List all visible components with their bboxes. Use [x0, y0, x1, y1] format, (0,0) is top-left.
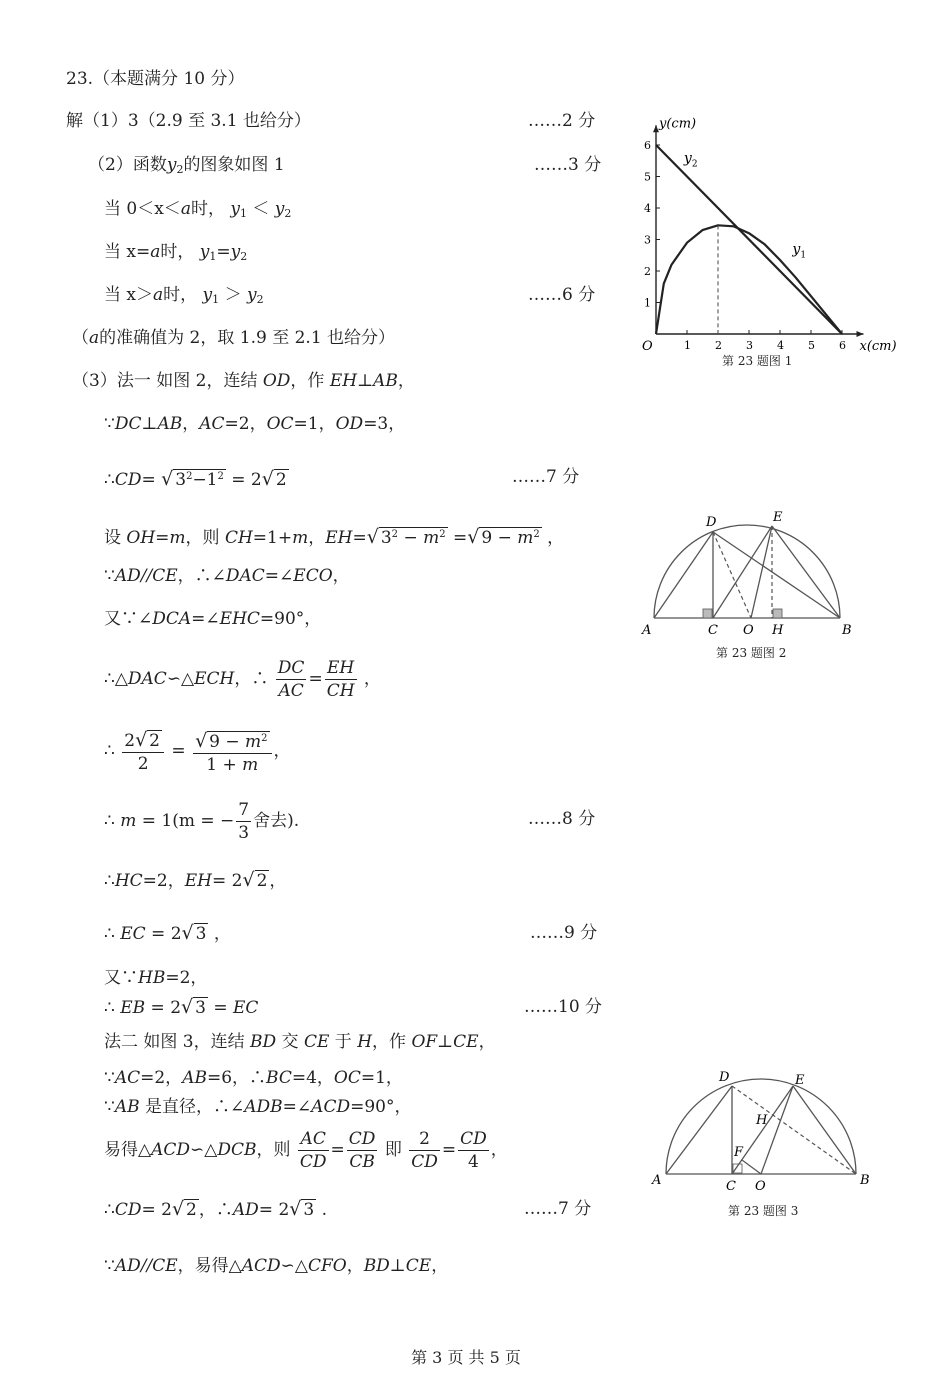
figure-2-caption: 第 23 题图 2 — [716, 646, 787, 660]
series-y2-label-sub: 2 — [691, 159, 698, 170]
point-h-label: H — [756, 1113, 768, 1128]
method1-intro: （3）法一 如图 2，连结 OD，作 EH⊥AB， — [72, 371, 415, 391]
segment-eo — [761, 1086, 793, 1174]
segment-db — [732, 1086, 856, 1174]
point-b-label: B — [842, 623, 852, 636]
point-h-label: H — [772, 623, 784, 636]
part1-text: 解（1）3（2.9 至 3.1 也给分） — [66, 111, 311, 131]
point-e-label: E — [773, 510, 783, 525]
point-a-label: A — [642, 623, 652, 636]
method2-similar: 易得△ACD∽△DCB，则 $\frac{AC}{CD}$ = $\frac{CD}{CB}$ 即 $\frac{2}{CD}$ = $\frac{CD}{4}$ ， — [104, 1129, 508, 1172]
method1-given: ∵DC⊥AB，AC=2，OC=1，OD=3， — [104, 414, 406, 434]
y-tick-label-2: 2 — [644, 265, 651, 278]
method2-result-score: ……7 分 — [524, 1199, 592, 1219]
point-b-label: B — [860, 1173, 870, 1188]
y-tick-label-6: 6 — [644, 139, 651, 152]
point-e-label: E — [795, 1073, 805, 1088]
method1-similar: ∴△DAC∽△ECH，∴ $\frac{DC}{AC}$ = $\frac{EH}{CH}$ ， — [104, 658, 381, 701]
figure-3 — [646, 1066, 886, 1196]
semicircle-arc — [654, 525, 840, 618]
point-o-label: O — [743, 623, 754, 636]
series-y2-line — [656, 145, 842, 334]
point-f-label: F — [734, 1145, 744, 1160]
segment-of — [742, 1160, 761, 1174]
method1-hc: ∴HC=2，EH= 2√ 2 ， — [104, 869, 287, 891]
part1-score: ……2 分 — [528, 111, 596, 131]
segment-eb — [772, 526, 840, 618]
case-1: 当 0＜x＜a时， $y_1 < y_2$ — [104, 199, 292, 220]
y-tick-label-3: 3 — [644, 233, 651, 247]
segment-ad — [666, 1086, 732, 1174]
origin-label: O — [642, 339, 653, 354]
method1-cd: ∴CD= √ $3^2-1^2 = 2√$ 2 — [104, 468, 287, 490]
y-axis-label: y(cm) — [659, 116, 697, 132]
point-d-label: D — [706, 515, 717, 530]
method2-diameter: ∵AB 是直径，∴∠ADB=∠ACD=90°， — [104, 1097, 412, 1117]
part2-score: ……3 分 — [534, 155, 602, 175]
method1-ratio: ∴ $\frac{2√ 2}{2}$ = $\frac{√ 9 - m^2}{1 + m}$ ， — [104, 728, 291, 775]
segment-ce — [732, 1086, 793, 1174]
series-y1-label-sub: 1 — [800, 250, 807, 261]
series-y1-curve — [656, 225, 842, 334]
method2-result: ∴CD= 2√ 2 ，∴AD= 2√ 3 . — [104, 1198, 328, 1220]
x-tick-label-4: 4 — [777, 339, 784, 352]
method1-eb: ∴ EB = 2√ 3 = EC — [104, 996, 259, 1018]
part2-lead: （2）函数$y_2$的图象如图 1 — [88, 155, 285, 176]
right-angle-h — [773, 609, 782, 618]
point-c-label: C — [708, 623, 718, 636]
method1-m-score: ……8 分 — [528, 809, 596, 829]
x-axis-label: x(cm) — [859, 339, 897, 354]
series-y2-label: y — [683, 150, 692, 167]
point-d-label: D — [719, 1070, 730, 1085]
note-a: （a的准确值为 2，取 1.9 至 2.1 也给分） — [72, 328, 396, 348]
method1-set: 设 OH=m，则 CH=1+m，EH=√ $3^2 - m^2$ =√ $9 - m^2$ ， — [104, 526, 565, 548]
x-tick-label-1: 1 — [684, 339, 691, 352]
segment-ad — [654, 532, 713, 618]
method2-last: ∵AD//CE，易得△ACD∽△CFO，BD⊥CE， — [104, 1256, 449, 1276]
figure-1-chart — [630, 108, 900, 358]
figure-1-caption: 第 23 题图 1 — [722, 354, 793, 368]
case-3-score: ……6 分 — [528, 285, 596, 305]
figure-2 — [636, 506, 866, 636]
segment-eb — [793, 1086, 856, 1174]
segment-db — [713, 532, 840, 618]
method1-ec: ∴ EC = 2√ 3 ， — [104, 922, 231, 944]
method1-ec-score: ……9 分 — [530, 923, 598, 943]
x-axis-arrow — [857, 331, 864, 337]
x-tick-label-6: 6 — [839, 339, 846, 352]
method1-parallel: ∵AD//CE，∴∠DAC=∠ECO， — [104, 566, 350, 586]
series-y1-label: y — [792, 241, 801, 258]
method1-cd-score: ……7 分 — [512, 467, 580, 487]
segment-eo — [751, 526, 772, 618]
x-tick-label-2: 2 — [715, 339, 722, 352]
case-3: 当 x＞a时， $y_1 > y_2$ — [104, 285, 264, 306]
method1-m: ∴ m = 1(m = − $\frac{7}{3}$ 舍去). — [104, 800, 300, 843]
figure-3-caption: 第 23 题图 3 — [728, 1204, 799, 1218]
point-o-label: O — [755, 1179, 766, 1194]
segment-ce — [713, 526, 772, 618]
page-footer: 第 3 页 共 5 页 — [411, 1348, 521, 1367]
right-angle-c — [703, 609, 712, 618]
point-c-label: C — [726, 1179, 736, 1194]
x-tick-label-3: 3 — [746, 339, 753, 352]
y-tick-label-1: 1 — [644, 296, 651, 310]
x-tick-label-5: 5 — [808, 339, 815, 352]
method1-angle: 又∵∠DCA=∠EHC=90°， — [104, 609, 322, 629]
y-tick-label-4: 4 — [644, 202, 651, 215]
method1-hb: 又∵HB=2， — [104, 968, 208, 988]
method1-eb-score: ……10 分 — [524, 997, 603, 1017]
problem-title: 23.（本题满分 10 分） — [66, 69, 245, 89]
point-a-label: A — [652, 1173, 662, 1188]
case-2: 当 x=a时， $y_1=y_2$ — [104, 242, 248, 263]
method2-intro: 法二 如图 3，连结 BD 交 CE 于 H，作 OF⊥CE， — [104, 1032, 496, 1052]
y-tick-label-5: 5 — [644, 170, 651, 184]
method2-given: ∵AC=2，AB=6，∴BC=4，OC=1， — [104, 1068, 403, 1088]
